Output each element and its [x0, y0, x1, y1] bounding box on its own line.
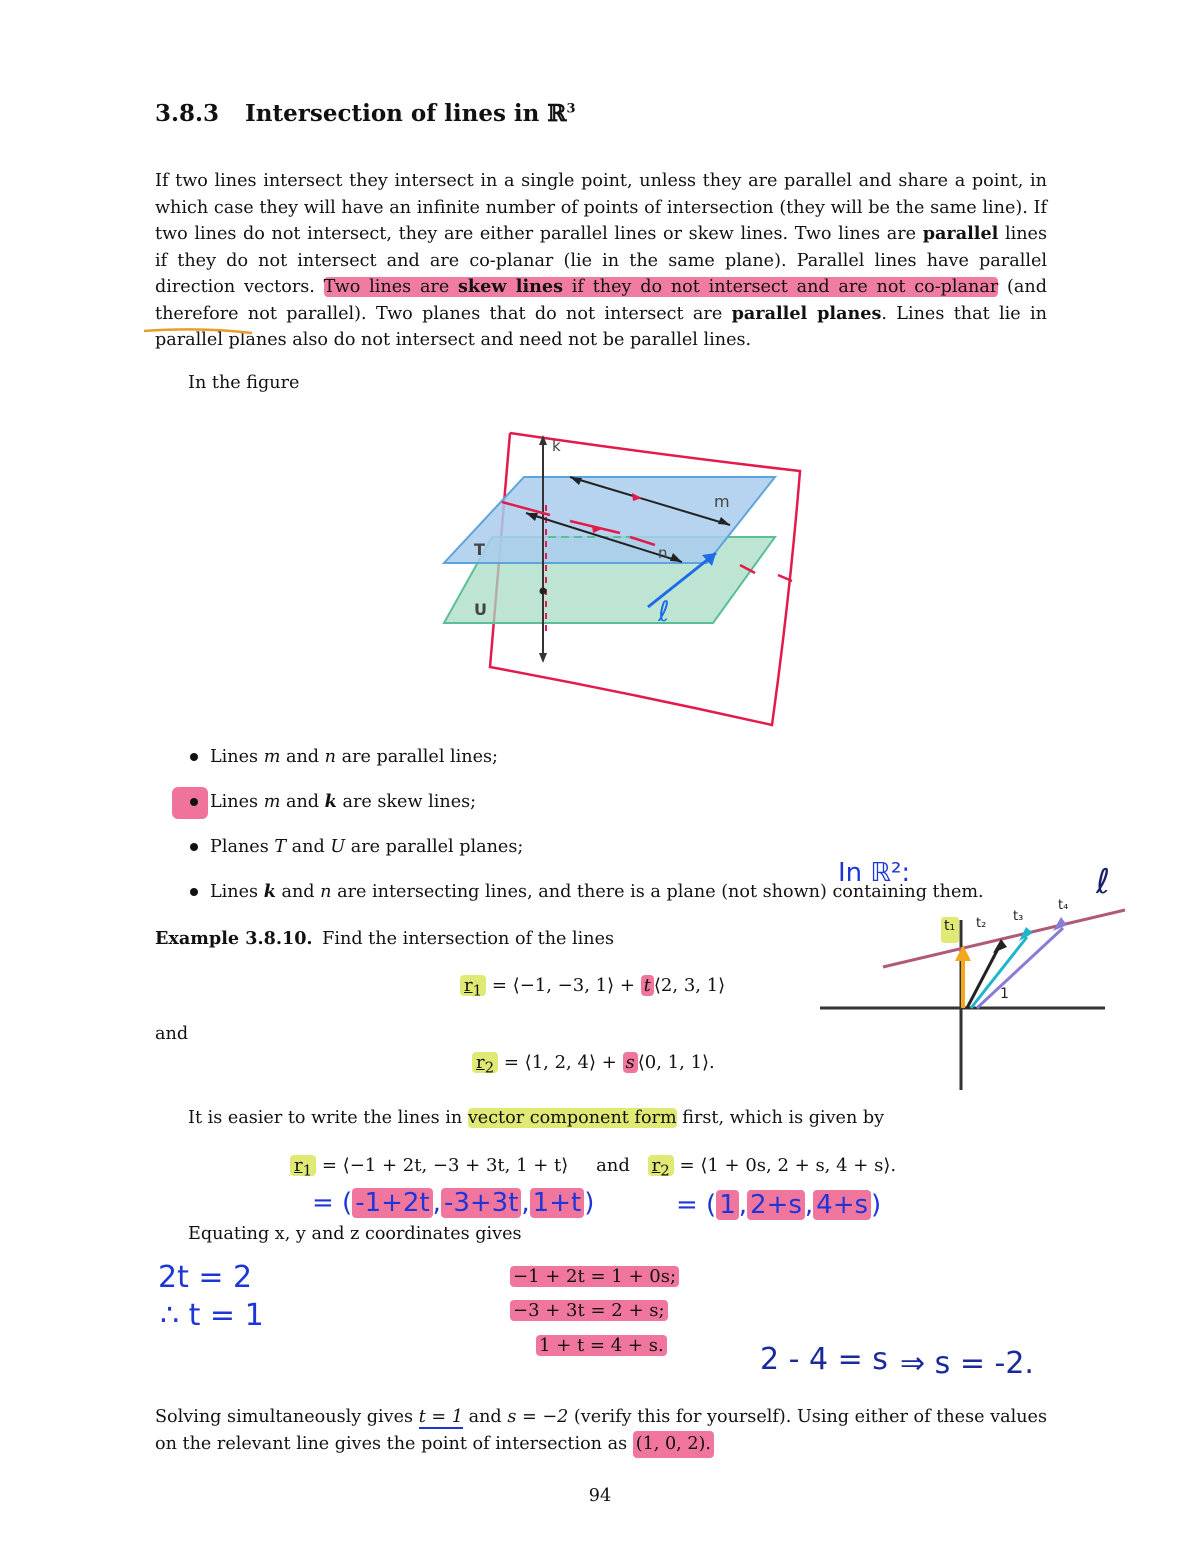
- t-param: t: [643, 975, 651, 996]
- bullet-text: Lines: [210, 882, 264, 902]
- easier-text-2: first, which is given by: [676, 1108, 885, 1128]
- ink-r1-c2: -3+3t: [441, 1188, 521, 1218]
- bullet-text: are parallel planes;: [345, 837, 524, 857]
- r1-comp-sub: 1: [302, 1161, 313, 1180]
- r1-label: [460, 975, 486, 1000]
- ink-r2-c2: 2+s: [747, 1190, 805, 1220]
- planes-lines-figure: [430, 425, 810, 730]
- component-and: and: [596, 1155, 630, 1176]
- bullet-text: and: [280, 792, 325, 812]
- bullet-var: m: [263, 792, 281, 812]
- ink-eq: =: [312, 1188, 334, 1218]
- skew-def-text-2: if they do not intersect and are not co-planar: [563, 277, 999, 297]
- bullet-dot: [190, 798, 198, 806]
- r1-comp-label: [290, 1155, 316, 1180]
- easier-text-1: It is easier to write the lines in: [188, 1108, 468, 1128]
- vector-component-form-highlight: vector component form: [467, 1108, 677, 1128]
- bullet-var: m: [263, 747, 281, 767]
- term-skew-lines: skew lines: [458, 276, 564, 297]
- component-form: [290, 1155, 896, 1180]
- ink-r2-c3: 4+s: [813, 1190, 871, 1220]
- label-n: n: [658, 544, 668, 562]
- ink-r2-c1: 1: [716, 1190, 739, 1220]
- ink-r1-components: = ( -1+2t , -3+3t , 1+t ): [312, 1188, 595, 1218]
- r2-comp-sub: 2: [660, 1161, 670, 1180]
- bullet-dot: [190, 843, 198, 851]
- system-eq-2: −3 + 3t = 2 + s;: [510, 1300, 668, 1321]
- intro-text-1: If two lines intersect they intersect in a single point, unless they are parallel and share a point, in which case they will have an infinite number of points of intersection (they will be the same line). If two lines do not intersect, they are either parallel lines or skew lines. Two lines are: [155, 171, 1047, 244]
- skew-definition-highlight: [324, 277, 999, 297]
- ink-eq: =: [676, 1190, 698, 1220]
- label-T: T: [474, 540, 485, 559]
- example-label: Example 3.8.10.: [155, 928, 313, 949]
- t-solution: t = 1: [418, 1407, 463, 1427]
- equation-r1: [460, 975, 725, 1000]
- ink-r1-c1: -1+2t: [352, 1188, 432, 1218]
- bullet-text: Planes: [210, 837, 275, 857]
- bullet-item: [188, 787, 984, 832]
- ink-step-4: ⇒ s = -2.: [900, 1346, 1034, 1381]
- ink-step-3: 2 - 4 = s: [760, 1342, 888, 1377]
- r2-component: = ⟨1 + 0s, 2 + s, 4 + s⟩.: [673, 1155, 897, 1176]
- label-m: m: [714, 492, 730, 511]
- term-parallel: parallel: [922, 223, 999, 244]
- ink-l-label-r2: ℓ: [1096, 862, 1111, 902]
- easier-sentence: [188, 1108, 884, 1128]
- system-eq-1: −1 + 2t = 1 + 0s;: [510, 1266, 679, 1287]
- r2-comp-label: [648, 1155, 674, 1180]
- r1-rhs-a: = ⟨−1, −3, 1⟩ +: [486, 975, 641, 996]
- r2-rhs-b: ⟨0, 1, 1⟩.: [637, 1052, 715, 1073]
- intro-text-2: lines if they do not intersect and are co-planar (lie in the same plane). Parallel lines have parallel direction vectors.: [155, 224, 1048, 297]
- bullet-text: and: [286, 837, 331, 857]
- intro-text-4: . Lines that lie in parallel planes also do not intersect and need not be parallel lines.: [155, 303, 1047, 350]
- r1-comp-name: r: [294, 1155, 303, 1176]
- r2-label: [472, 1052, 498, 1077]
- bullet-dot: [190, 888, 198, 896]
- r1-rhs-b: ⟨2, 3, 1⟩: [653, 975, 726, 996]
- example-heading: [155, 928, 614, 949]
- r2-comp-name: r: [651, 1155, 661, 1176]
- in-the-figure-label: In the figure: [188, 373, 300, 393]
- ink-r1-c3: 1+t: [530, 1188, 585, 1218]
- label-k: k: [552, 437, 561, 455]
- equation-r2: [472, 1052, 715, 1077]
- system-eq-3: 1 + t = 4 + s.: [536, 1335, 667, 1356]
- ink-l-label: ℓ: [658, 595, 670, 628]
- section-title-text: Intersection of lines in ℝ: [245, 100, 567, 127]
- bullet-text: and: [280, 747, 325, 767]
- r1-sub: 1: [472, 981, 483, 1000]
- solving-paragraph: [155, 1404, 1047, 1458]
- ink-t3: t₃: [1013, 909, 1024, 924]
- and-text: and: [155, 1024, 189, 1044]
- term-parallel-planes: parallel planes: [731, 302, 882, 324]
- skew-def-text-1: Two lines are: [323, 277, 459, 297]
- ink-step-2: ∴ t = 1: [160, 1298, 264, 1333]
- label-U: U: [474, 600, 487, 619]
- s-solution: s = −2: [507, 1407, 569, 1427]
- bullet-var: n: [320, 882, 332, 902]
- bullet-var: T: [274, 837, 287, 857]
- bullet-var: U: [330, 837, 346, 857]
- s-param: s: [625, 1052, 635, 1073]
- page-number: 94: [588, 1486, 612, 1506]
- ink-t4: t₄: [1058, 898, 1069, 913]
- section-number: 3.8.3: [155, 100, 220, 127]
- ink-t2: t₂: [976, 916, 987, 931]
- ink-step-1: 2t = 2: [158, 1260, 253, 1295]
- bullet-var: k: [263, 881, 276, 902]
- r2-rhs-a: = ⟨1, 2, 4⟩ +: [498, 1052, 623, 1073]
- intersection-point: (1, 0, 2).: [633, 1431, 714, 1458]
- ink-r2-diagram: [815, 895, 1135, 1095]
- bullet-var: k: [324, 791, 337, 812]
- bullet-text: and: [275, 882, 321, 902]
- r2-name: r: [476, 1052, 485, 1073]
- equating-sentence: Equating x, y and z coordinates gives: [188, 1224, 522, 1244]
- bullet-item: [188, 742, 984, 787]
- r1-component: = ⟨−1 + 2t, −3 + 3t, 1 + t⟩: [316, 1155, 569, 1176]
- r1-name: r: [464, 975, 473, 996]
- intro-text-3: (and therefore not parallel). Two planes that do not intersect are: [155, 277, 1047, 324]
- solving-text-3: (verify this for yourself). Using either of these values on the relevant line gives the point of intersection as: [155, 1407, 1047, 1454]
- ink-in-r2: In ℝ²:: [838, 858, 911, 888]
- section-title: [155, 100, 576, 127]
- ink-r2-components: = ( 1 , 2+s , 4+s ): [676, 1190, 882, 1220]
- ink-underline-orange: [140, 325, 260, 339]
- bullet-text: are parallel lines;: [336, 747, 498, 767]
- s-param-highlight: [623, 1052, 638, 1073]
- bullet-text: Lines: [210, 747, 264, 767]
- bullet-text: Lines: [210, 792, 264, 812]
- example-text: Find the intersection of the lines: [322, 929, 615, 949]
- section-title-superscript: 3: [566, 101, 576, 117]
- solving-text-1: Solving simultaneously gives: [155, 1407, 419, 1427]
- intro-paragraph: [155, 168, 1047, 354]
- ink-t1: t₁: [944, 918, 956, 934]
- bullet-text: are skew lines;: [336, 792, 477, 812]
- bullet-text: are intersecting lines, and there is a plane (not shown) containing them.: [331, 882, 984, 902]
- t-param-highlight: [641, 975, 654, 996]
- r2-sub: 2: [484, 1058, 495, 1077]
- bullet-var: n: [324, 747, 336, 767]
- bullet-dot: [190, 753, 198, 761]
- ink-one: 1: [1000, 986, 1009, 1002]
- solving-text-2: and: [462, 1407, 508, 1427]
